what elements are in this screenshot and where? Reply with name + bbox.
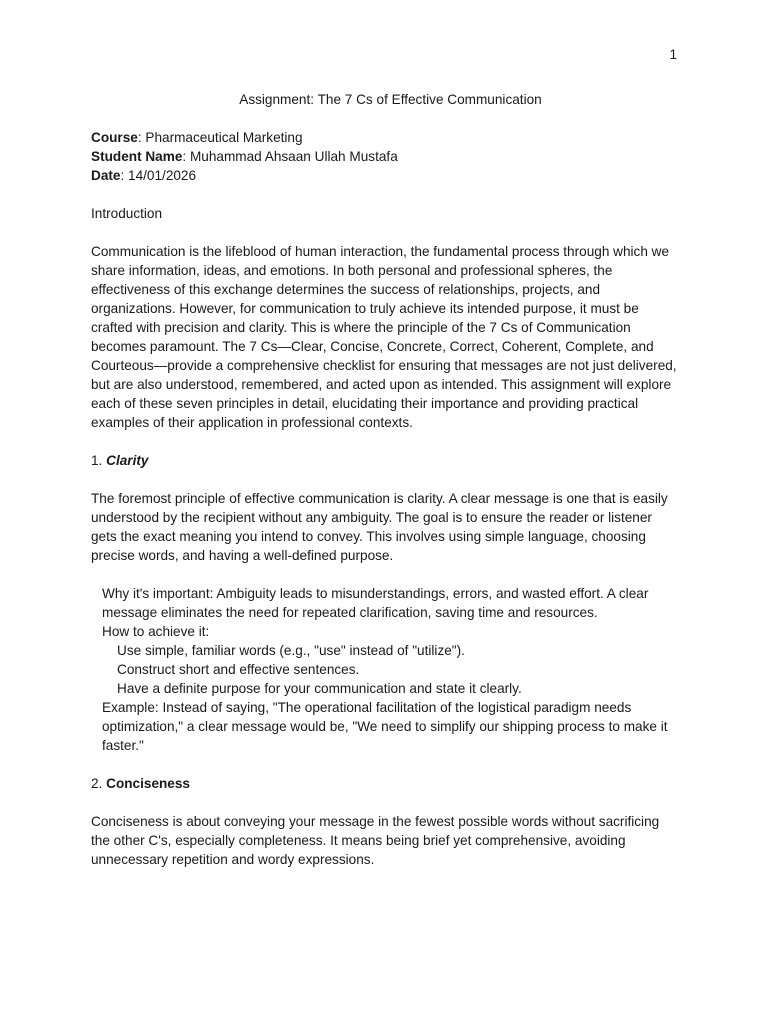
document-meta xyxy=(91,128,680,185)
conciseness-body: Conciseness is about conveying your message in the fewest possible words without sacrificing the other C's, especially completeness. It means being brief yet comprehensive, avoiding unnecessary repetition and wordy expressions. xyxy=(91,814,660,867)
conciseness-title: Conciseness xyxy=(106,776,190,791)
course-value: : Pharmaceutical Marketing xyxy=(137,130,303,145)
page-number: 1 xyxy=(669,47,677,62)
conciseness-number: 2. xyxy=(91,776,107,791)
date-line xyxy=(91,166,680,185)
course-line xyxy=(91,128,680,147)
date-value: : 14/01/2026 xyxy=(120,168,197,183)
introduction-heading: Introduction xyxy=(91,206,163,221)
document-title: Assignment: The 7 Cs of Effective Communication xyxy=(239,92,542,107)
date-label: Date xyxy=(91,168,121,183)
clarity-why: Why it's important: Ambiguity leads to misunderstandings, errors, and wasted effort. A clear message eliminates the need for repeated clarification, saving time and resources. xyxy=(102,586,649,620)
clarity-body: The foremost principle of effective communication is clarity. A clear message is one that is easily understood by the recipient without any ambiguity. The goal is to ensure the reader or listener gets the exact meaning you intend to convey. This involves using simple language, choosing precise words, and having a well-defined purpose. xyxy=(91,491,668,563)
clarity-details xyxy=(91,584,680,755)
student-value: : Muhammad Ahsaan Ullah Mustafa xyxy=(182,149,398,164)
clarity-title: Clarity xyxy=(106,453,149,468)
clarity-number: 1. xyxy=(91,453,107,468)
clarity-how-item: Use simple, familiar words (e.g., "use" instead of "utilize"). xyxy=(117,643,465,658)
conciseness-heading xyxy=(91,774,680,793)
clarity-how-item: Have a definite purpose for your communication and state it clearly. xyxy=(117,681,522,696)
course-label: Course xyxy=(91,130,138,145)
clarity-how-item: Construct short and effective sentences. xyxy=(117,662,360,677)
student-label: Student Name xyxy=(91,149,183,164)
student-line xyxy=(91,147,680,166)
introduction-body: Communication is the lifeblood of human interaction, the fundamental process through which we share information, ideas, and emotions. In both personal and professional spheres, the effectiveness of this exchange determines the success of relationships, projects, and organizations. However, for communication to truly achieve its intended purpose, it must be crafted with precision and clarity. This is where the principle of the 7 Cs of Communication becomes paramount. The 7 Cs—Clear, Concise, Concrete, Correct, Coherent, Complete, and Courteous—provide a comprehensive checklist for ensuring that messages are not just delivered, but are also understood, remembered, and acted upon as intended. This assignment will explore each of these seven principles in detail, elucidating their importance and providing practical examples of their application in professional contexts. xyxy=(91,244,677,430)
clarity-heading xyxy=(91,451,680,470)
clarity-how-label: How to achieve it: xyxy=(102,624,210,639)
clarity-example: Example: Instead of saying, "The operational facilitation of the logistical paradigm needs optimization," a clear message would be, "We need to simplify our shipping process to make it faster." xyxy=(102,700,668,753)
